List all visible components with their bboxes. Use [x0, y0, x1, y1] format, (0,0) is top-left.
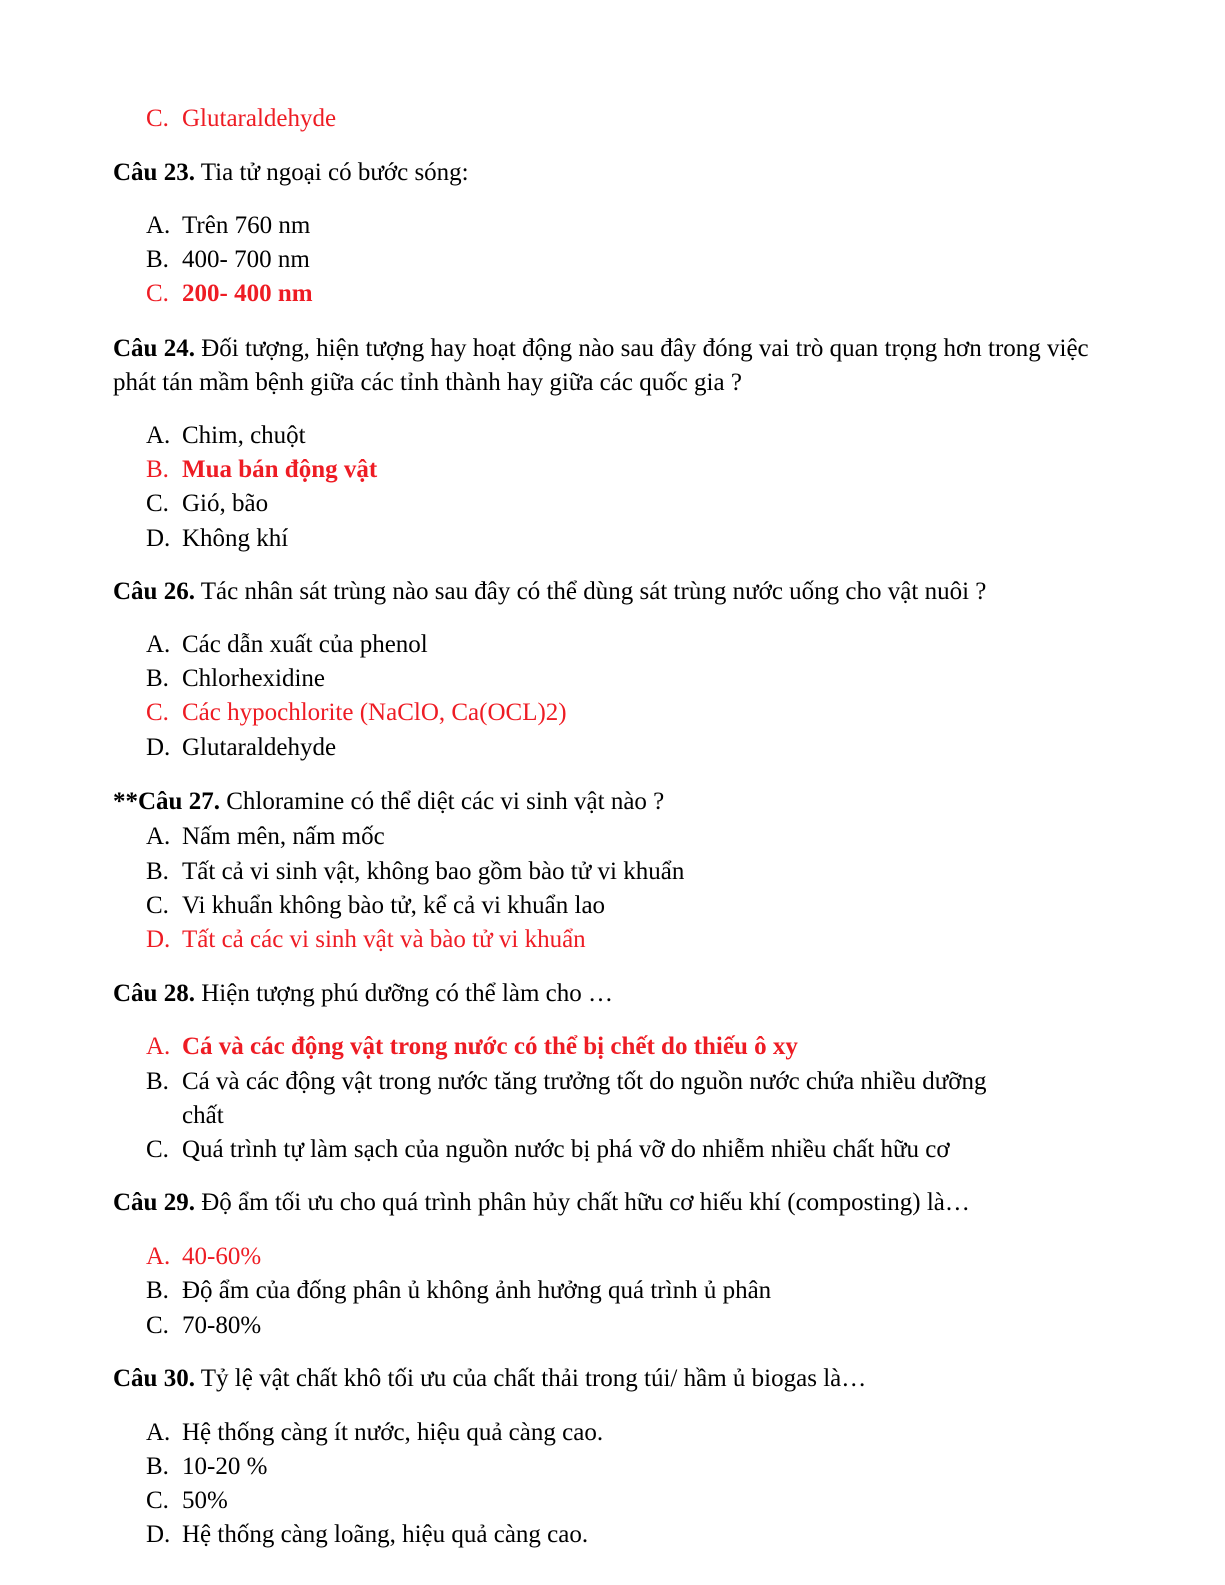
option-a: A. Chim, chuột [146, 422, 306, 449]
question-label: Câu 30. [113, 1365, 195, 1392]
question-prefix: ** [113, 788, 138, 815]
option-c-answer: C. Các hypochlorite (NaClO, Ca(OCL)2) [146, 699, 567, 726]
option-b: B. 10-20 % [146, 1453, 268, 1480]
question-29 [113, 1188, 970, 1218]
option-b-continuation: chất [182, 1102, 224, 1129]
option-a: A. Nấm mên, nấm mốc [146, 823, 385, 850]
option-d: D. Không khí [146, 525, 289, 552]
option-b: B. Độ ẩm của đống phân ủ không ảnh hưởng quá trình ủ phân [146, 1277, 772, 1304]
question-30 [113, 1364, 866, 1394]
question-label: Câu 26. [113, 578, 195, 605]
option-c: C. 50% [146, 1487, 228, 1514]
option-text: Glutaraldehyde [182, 105, 337, 132]
question-23 [113, 158, 469, 188]
option-b: B. Chlorhexidine [146, 665, 326, 692]
question-text: Độ ẩm tối ưu cho quá trình phân hủy chất hữu cơ hiếu khí (composting) là… [194, 1189, 970, 1216]
option-a: A. Trên 760 nm [146, 212, 311, 239]
option-d: D. Glutaraldehyde [146, 734, 337, 761]
question-text: Tác nhân sát trùng nào sau đây có thể dùng sát trùng nước uống cho vật nuôi ? [194, 578, 987, 605]
option-b: B. 400- 700 nm [146, 246, 310, 273]
question-label: Câu 24. [113, 335, 195, 362]
option-c-answer: C. 200- 400 nm [146, 280, 313, 307]
option-b: B. Cá và các động vật trong nước tăng trưởng tốt do nguồn nước chứa nhiều dưỡng [146, 1068, 987, 1095]
question-label: Câu 27. [138, 788, 220, 815]
option-c: C. Vi khuẩn không bào tử, kể cả vi khuẩn lao [146, 892, 606, 919]
option-b-answer: B. Mua bán động vật [146, 456, 378, 483]
option-c: C. 70-80% [146, 1312, 262, 1339]
option-a-answer: A. Cá và các động vật trong nước có thể bị chết do thiếu ô xy [146, 1033, 798, 1060]
option-d: D. Hệ thống càng loãng, hiệu quả càng cao. [146, 1521, 589, 1548]
question-text: Đối tượng, hiện tượng hay hoạt động nào sau đây đóng vai trò quan trọng hơn trong việc phát tán mầm bệnh giữa các tỉnh thành hay giữa các quốc gia ? [113, 335, 1089, 396]
question-text: Hiện tượng phú dưỡng có thể làm cho … [194, 980, 614, 1007]
question-text: Tỷ lệ vật chất khô tối ưu của chất thải trong túi/ hầm ủ biogas là… [194, 1365, 867, 1392]
question-28 [113, 979, 613, 1009]
question-label: Câu 29. [113, 1189, 195, 1216]
question-label: Câu 23. [113, 159, 195, 186]
option-c: C. Quá trình tự làm sạch của nguồn nước bị phá vỡ do nhiễm nhiều chất hữu cơ [146, 1136, 950, 1163]
question-label: Câu 28. [113, 980, 195, 1007]
option-a: A. Hệ thống càng ít nước, hiệu quả càng cao. [146, 1419, 604, 1446]
option-a-answer: A. 40-60% [146, 1243, 262, 1270]
option-a: A. Các dẫn xuất của phenol [146, 631, 428, 658]
question-24 [113, 332, 1103, 400]
question-text: Tia tử ngoại có bước sóng: [194, 159, 469, 186]
option-c: C. Glutaraldehyde [146, 105, 337, 132]
question-26 [113, 577, 986, 607]
option-d-answer: D. Tất cả các vi sinh vật và bào tử vi khuẩn [146, 926, 586, 953]
option-b: B. Tất cả vi sinh vật, không bao gồm bào tử vi khuẩn [146, 858, 685, 885]
question-text: Chloramine có thể diệt các vi sinh vật nào ? [219, 788, 665, 815]
question-27 [113, 787, 664, 817]
option-c: C. Gió, bão [146, 490, 269, 517]
